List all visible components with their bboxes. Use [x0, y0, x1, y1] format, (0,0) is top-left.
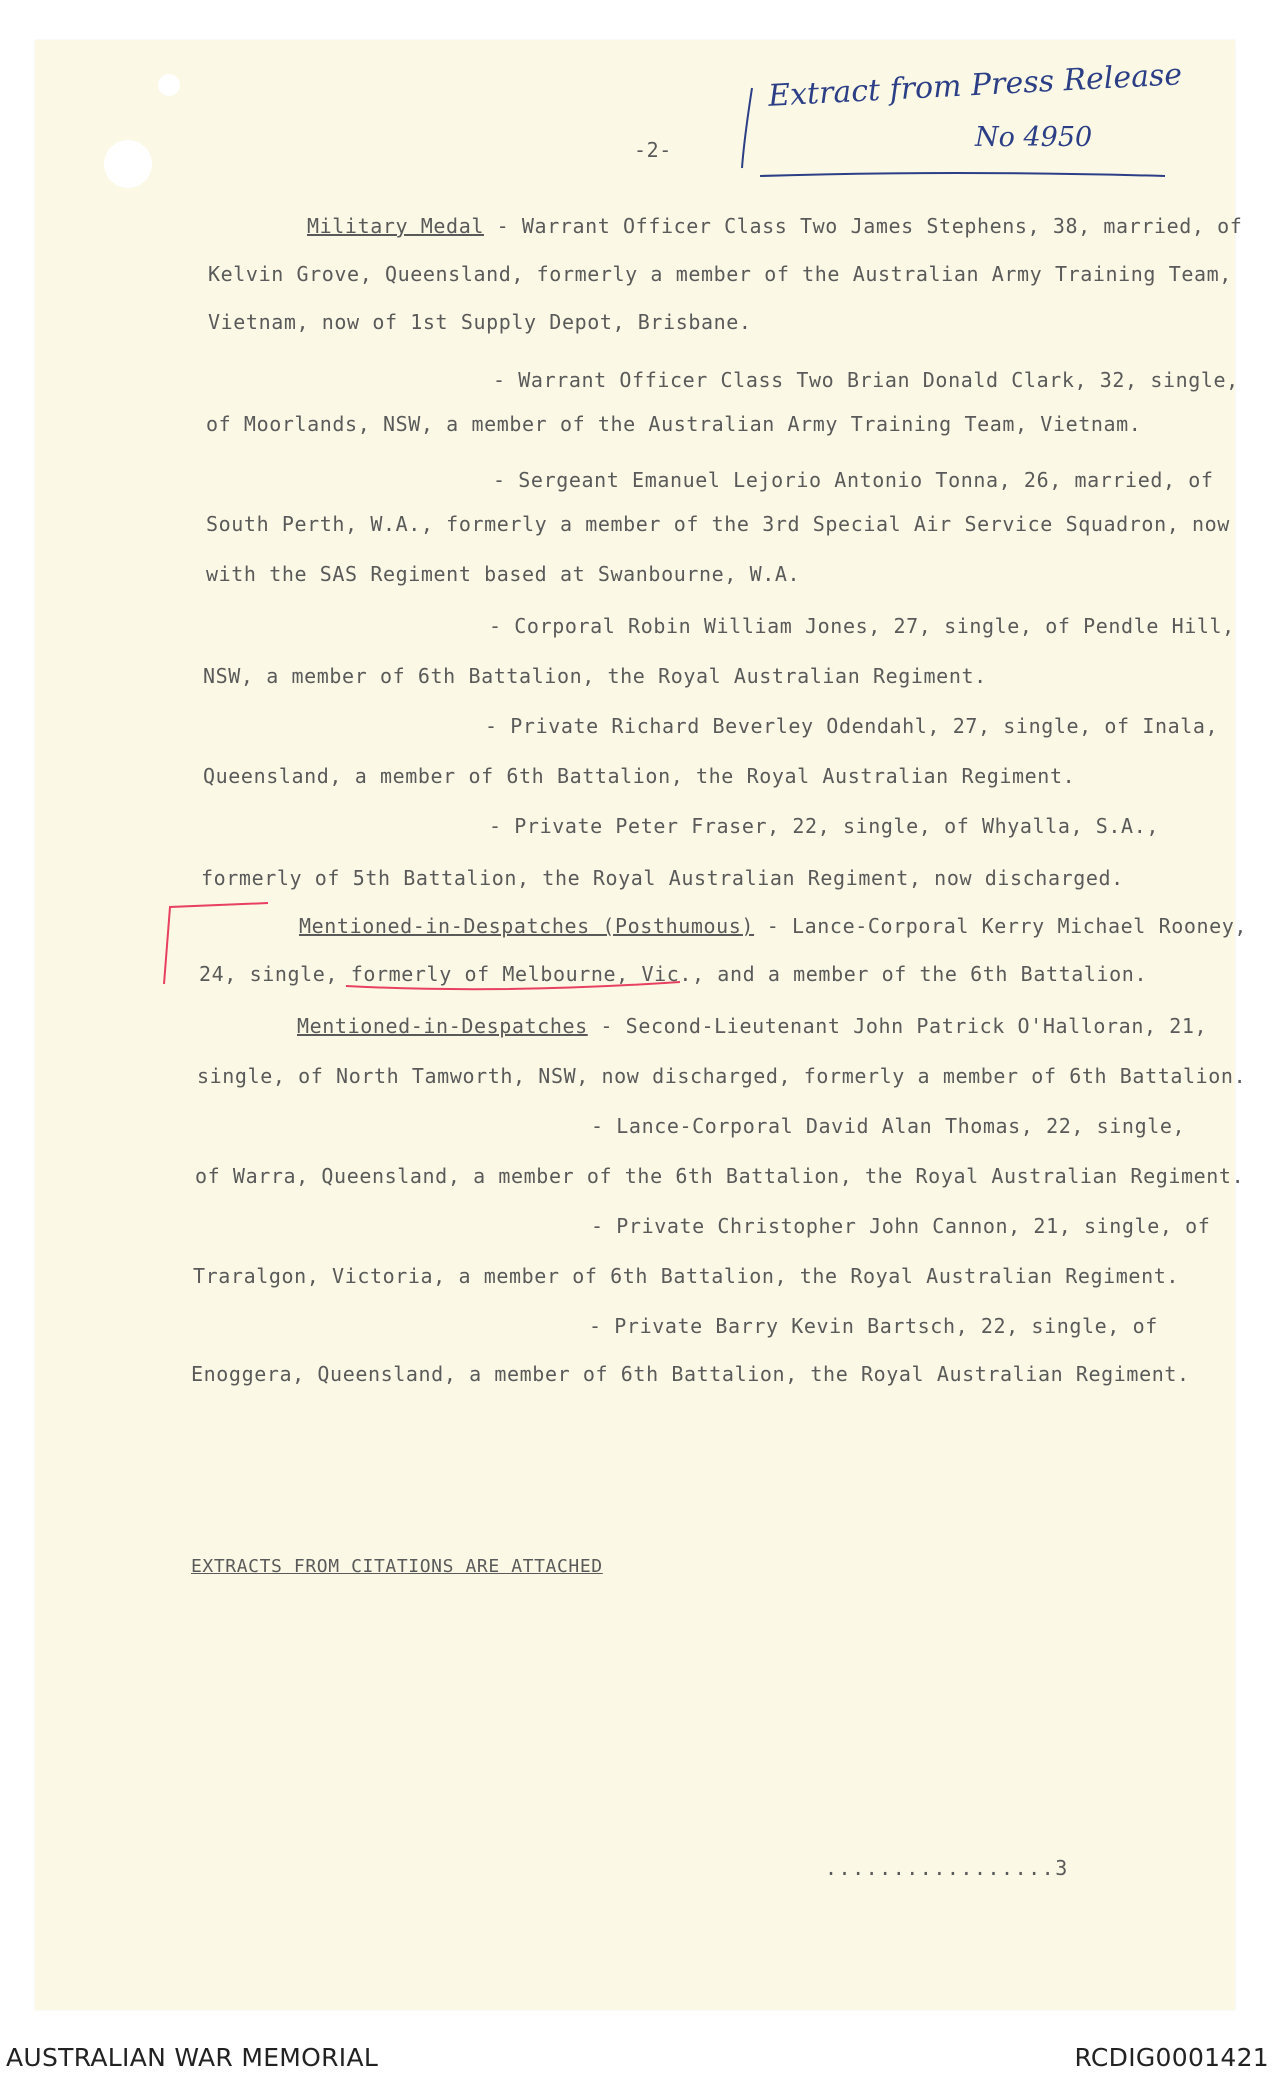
- entry-line: NSW, a member of 6th Battalion, the Royal Australian Regiment.: [203, 664, 987, 688]
- handwritten-bracket-mark: [742, 88, 752, 168]
- entry-line: Queensland, a member of 6th Battalion, the Royal Australian Regiment.: [203, 764, 1076, 788]
- footer-institution: AUSTRALIAN WAR MEMORIAL: [6, 2043, 379, 2072]
- entry-line: of Moorlands, NSW, a member of the Australian Army Training Team, Vietnam.: [206, 412, 1142, 436]
- entry-line: single, of North Tamworth, NSW, now discharged, formerly a member of 6th Battalion.: [197, 1064, 1247, 1088]
- mid-posthumous-heading: Mentioned-in-Despatches (Posthumous): [299, 914, 755, 938]
- entry-line: Vietnam, now of 1st Supply Depot, Brisbane.: [208, 310, 752, 334]
- marked-text: formerly of Melbourne, Vic.: [350, 962, 693, 986]
- military-medal-line: [307, 214, 1242, 238]
- entry-line: - Private Peter Fraser, 22, single, of Whyalla, S.A.,: [489, 814, 1159, 838]
- entry-text: - Second-Lieutenant John Patrick O'Halloran, 21,: [587, 1014, 1208, 1038]
- handwritten-underline-mark: [760, 173, 1165, 176]
- entry-line: of Warra, Queensland, a member of the 6th Battalion, the Royal Australian Regiment.: [195, 1164, 1245, 1188]
- handwritten-note-line2: No 4950: [975, 122, 1093, 153]
- mid-line: [297, 1014, 1207, 1038]
- entry-text: , and a member of the 6th Battalion.: [692, 962, 1148, 986]
- entry-line: - Lance-Corporal David Alan Thomas, 22, single,: [591, 1114, 1186, 1138]
- entry-line: with the SAS Regiment based at Swanbourne, W.A.: [206, 562, 801, 586]
- entry-text: - Lance-Corporal Kerry Michael Rooney,: [754, 914, 1248, 938]
- mid-posthumous-line: [299, 914, 1247, 938]
- entry-text: 24, single,: [199, 962, 351, 986]
- military-medal-heading: Military Medal: [307, 214, 484, 238]
- entry-line: Enoggera, Queensland, a member of 6th Battalion, the Royal Australian Regiment.: [191, 1362, 1190, 1386]
- entry-line: - Sergeant Emanuel Lejorio Antonio Tonna, 26, married, of: [493, 468, 1214, 492]
- entry-line: - Warrant Officer Class Two Brian Donald Clark, 32, single,: [493, 368, 1239, 392]
- entry-line: - Private Barry Kevin Bartsch, 22, single, of: [589, 1314, 1158, 1338]
- entry-line: - Private Christopher John Cannon, 21, single, of: [591, 1214, 1211, 1238]
- entry-line: Traralgon, Victoria, a member of 6th Battalion, the Royal Australian Regiment.: [193, 1264, 1179, 1288]
- entry-line: South Perth, W.A., formerly a member of the 3rd Special Air Service Squadron, now: [206, 512, 1230, 536]
- handwritten-note-line1: Extract from Press Release: [767, 57, 1183, 114]
- entry-line: formerly of 5th Battalion, the Royal Australian Regiment, now discharged.: [201, 866, 1124, 890]
- mid-heading: Mentioned-in-Despatches: [297, 1014, 588, 1038]
- mid-posthumous-line-2: [199, 962, 1147, 986]
- entry-line: - Private Richard Beverley Odendahl, 27, single, of Inala,: [485, 714, 1219, 738]
- entry-line: Kelvin Grove, Queensland, formerly a member of the Australian Army Training Team,: [208, 262, 1232, 286]
- entry-line: - Corporal Robin William Jones, 27, single, of Pendle Hill,: [489, 614, 1235, 638]
- continuation-marker: .................3: [825, 1856, 1069, 1880]
- entry-text: - Warrant Officer Class Two James Stephens, 38, married, of: [483, 214, 1243, 238]
- attachment-note: EXTRACTS FROM CITATIONS ARE ATTACHED: [191, 1556, 603, 1577]
- footer-reference: RCDIG0001421: [1074, 2043, 1269, 2072]
- page-number: -2-: [634, 138, 672, 162]
